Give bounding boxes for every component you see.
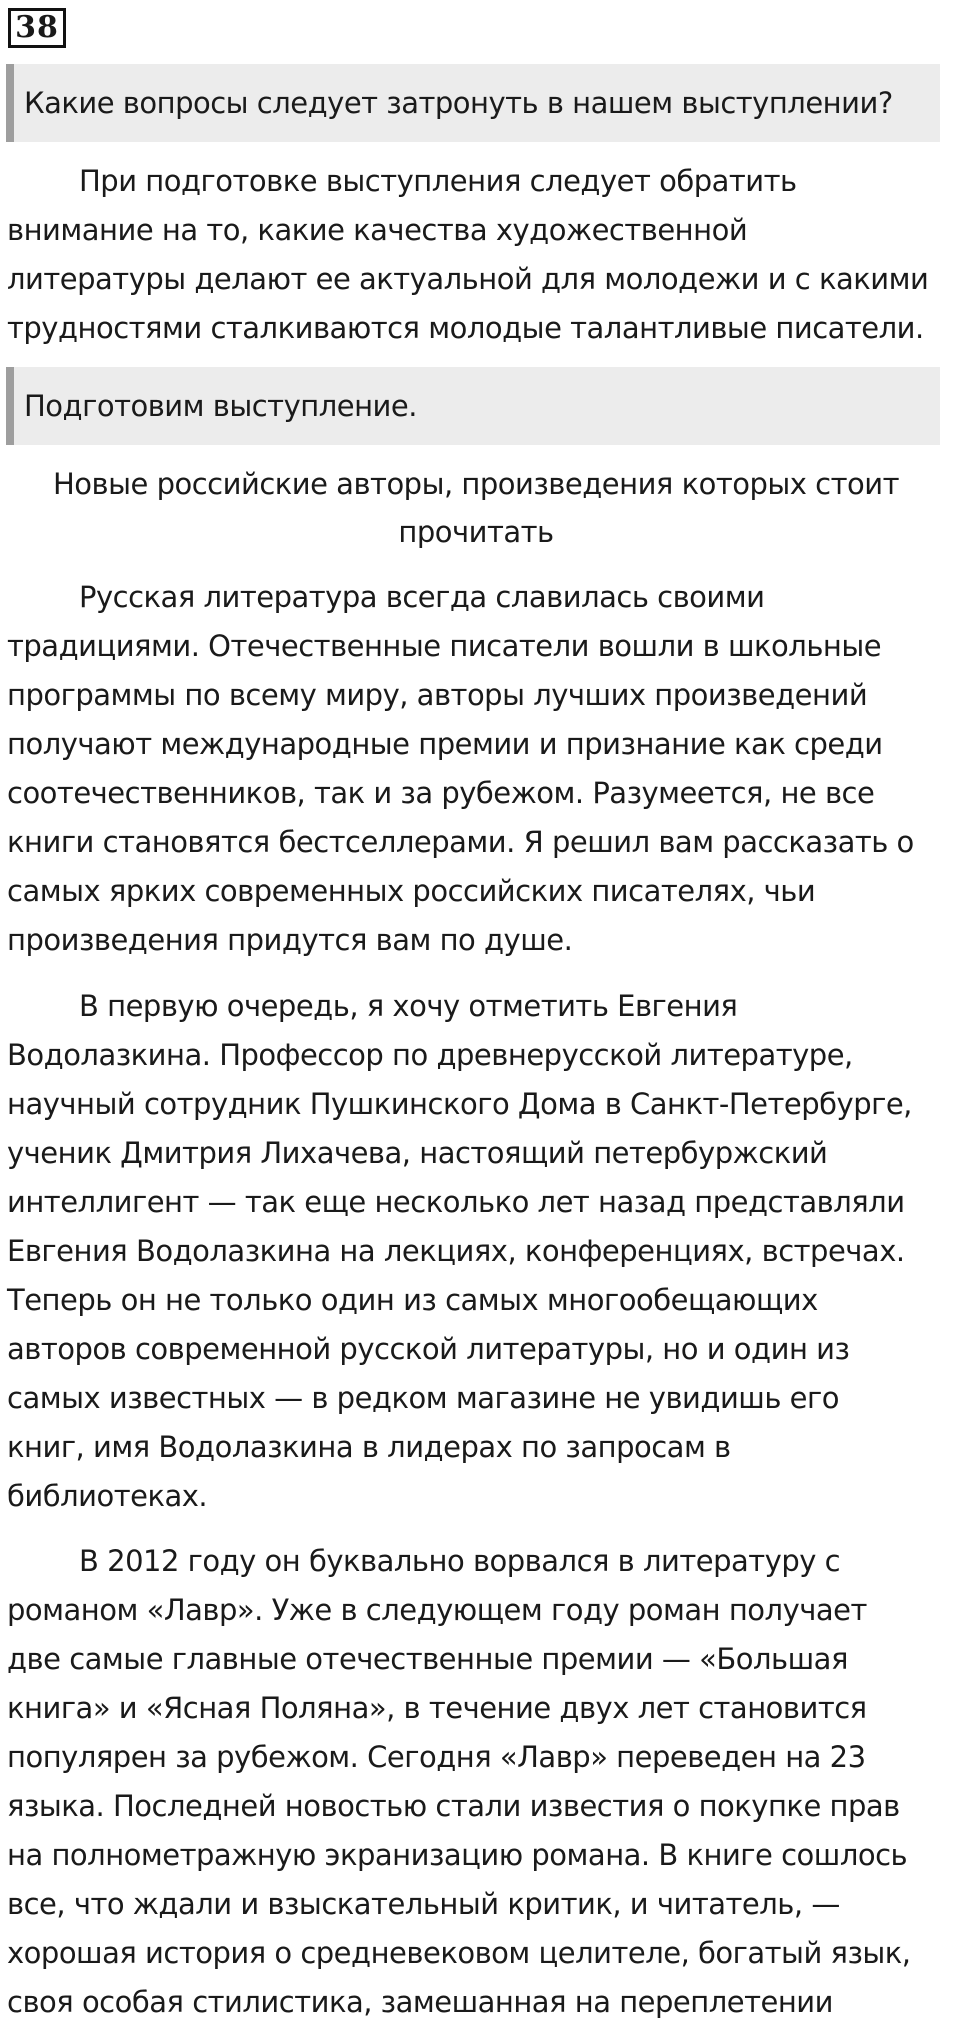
text-line: При подготовке выступления следует обратить	[79, 164, 797, 198]
text-line: программы по всему миру, авторы лучших произведений	[7, 678, 868, 712]
text-line: ученик Дмитрия Лихачева, настоящий петербуржский	[7, 1136, 828, 1170]
text-line: хорошая история о средневековом целителе, богатый язык,	[7, 1936, 911, 1970]
text-line: Теперь он не только один из самых многообещающих	[7, 1283, 818, 1317]
text-line: научный сотрудник Пушкинского Дома в Санкт-Петербурге,	[7, 1087, 912, 1121]
section-header-prepare: Подготовим выступление.	[6, 367, 940, 445]
text-line: авторов современной русской литературы, но и один из	[7, 1332, 850, 1366]
text-line: интеллигент — так еще несколько лет назад представляли	[7, 1185, 905, 1219]
intro-paragraph	[7, 157, 945, 353]
text-line: В 2012 году он буквально ворвался в литературу с	[79, 1544, 841, 1578]
text-line: романом «Лавр». Уже в следующем году роман получает	[7, 1593, 867, 1627]
text-line: получают международные премии и признание как среди	[7, 727, 883, 761]
article-title	[7, 460, 945, 556]
text-line: Русская литература всегда славилась своими	[79, 580, 765, 614]
section-header-questions: Какие вопросы следует затронуть в нашем выступлении?	[6, 64, 940, 142]
paragraph-literature-traditions	[7, 573, 945, 965]
title-line: Новые российские авторы, произведения которых стоит	[52, 467, 899, 501]
title-line: прочитать	[398, 515, 554, 549]
text-line: библиотеках.	[7, 1479, 208, 1513]
text-line: В первую очередь, я хочу отметить Евгения	[79, 989, 738, 1023]
text-line: своя особая стилистика, замешанная на переплетении	[7, 1985, 833, 2019]
text-line: Евгения Водолазкина на лекциях, конференциях, встречах.	[7, 1234, 905, 1268]
text-line: книг, имя Водолазкина в лидерах по запросам в	[7, 1430, 731, 1464]
text-line: все, что ждали и взыскательный критик, и читатель, —	[7, 1887, 840, 1921]
text-line: Водолазкина. Профессор по древнерусской литературе,	[7, 1038, 853, 1072]
paragraph-lavr-novel	[7, 1537, 945, 2027]
text-line: произведения придутся вам по душе.	[7, 923, 573, 957]
text-line: традициями. Отечественные писатели вошли в школьные	[7, 629, 882, 663]
text-line: на полнометражную экранизацию романа. В книге сошлось	[7, 1838, 908, 1872]
text-line: литературы делают ее актуальной для молодежи и с какими	[7, 262, 929, 296]
text-line: популярен за рубежом. Сегодня «Лавр» переведен на 23	[7, 1740, 866, 1774]
text-line: внимание на то, какие качества художественной	[7, 213, 748, 247]
text-line: соотечественников, так и за рубежом. Разумеется, не все	[7, 776, 875, 810]
text-line: трудностями сталкиваются молодые талантливые писатели.	[7, 311, 924, 345]
text-line: языка. Последней новостью стали известия о покупке прав	[7, 1789, 900, 1823]
text-line: книга» и «Ясная Поляна», в течение двух лет становится	[7, 1691, 867, 1725]
text-line: самых известных — в редком магазине не увидишь его	[7, 1381, 839, 1415]
page-number: 38	[8, 8, 66, 48]
text-line: книги становятся бестселлерами. Я решил вам рассказать о	[7, 825, 914, 859]
text-line: две самые главные отечественные премии — «Большая	[7, 1642, 848, 1676]
paragraph-vodolazkin	[7, 982, 945, 1521]
text-line: самых ярких современных российских писателях, чьи	[7, 874, 816, 908]
